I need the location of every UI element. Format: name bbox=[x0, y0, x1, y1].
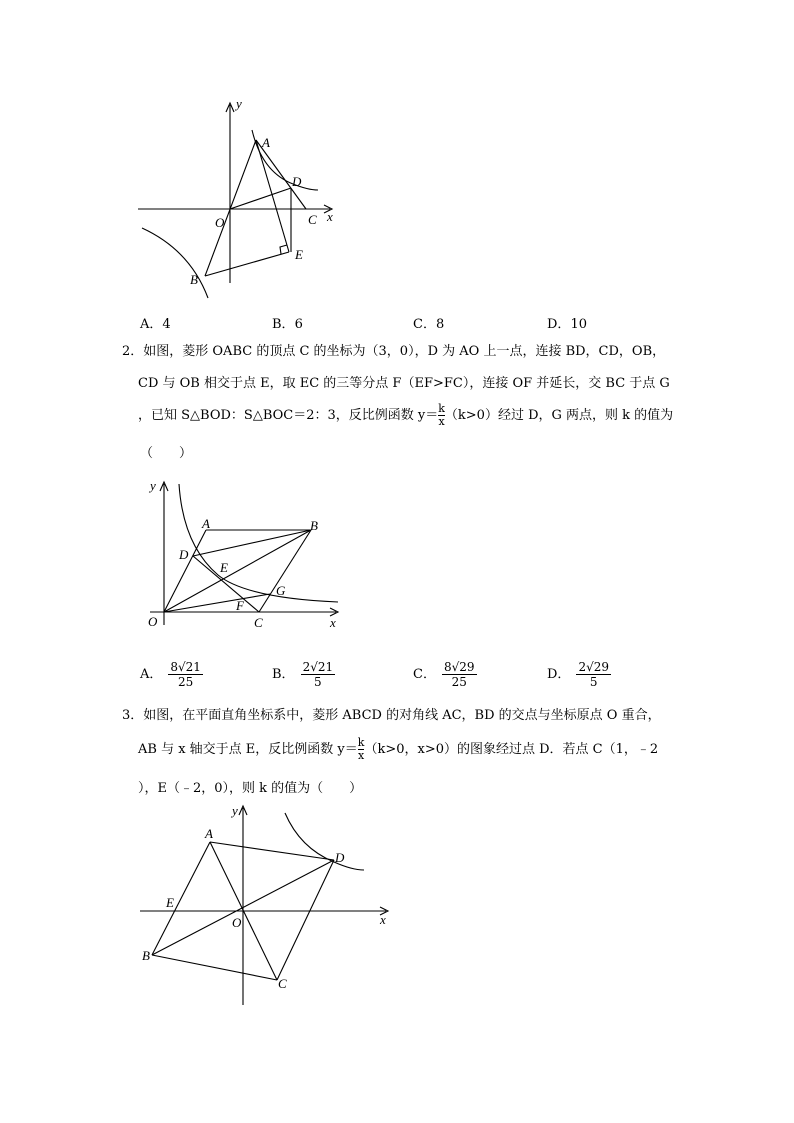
label-y: y bbox=[236, 96, 242, 111]
label-a: A bbox=[262, 135, 270, 150]
q3-line-1: 3．如图，在平面直角坐标系中，菱形 ABCD 的对角线 AC，BD 的交点与坐标原点 O 重合， bbox=[122, 708, 661, 723]
q2-line-2: CD 与 OB 相交于点 E，取 EC 的三等分点 F（EF>FC），连接 OF 并延长，交 BC 于点 G bbox=[138, 376, 670, 391]
label-a: A bbox=[202, 516, 210, 531]
label-x: x bbox=[327, 209, 333, 224]
label-d: D bbox=[179, 547, 189, 562]
label-b: B bbox=[190, 272, 198, 287]
label-g: G bbox=[276, 583, 286, 598]
label-d: D bbox=[292, 174, 302, 189]
q2-line-3: ，已知 S△BOD：S△BOC＝2：3，反比例函数 y＝ $\frac{k}{x}$ （k>0）经过 D，G 两点，则 k 的值为 bbox=[138, 402, 674, 428]
label-e: E bbox=[295, 247, 303, 262]
label-c: C bbox=[254, 615, 263, 630]
q3-line-3: ），E（﹣2，0），则 k 的值为（ ） bbox=[138, 781, 363, 796]
label-x: x bbox=[330, 615, 336, 630]
q2-option-c[interactable]: C． $\frac{8√29}{25}$ bbox=[413, 660, 475, 689]
label-e: E bbox=[166, 895, 174, 910]
label-a: A bbox=[205, 826, 213, 841]
label-x: x bbox=[380, 912, 386, 927]
hyperbola bbox=[285, 813, 364, 870]
label-c: C bbox=[278, 976, 287, 991]
q3-line-2: AB 与 x 轴交于点 E，反比例函数 y＝ $\frac{k}{x}$ （k>0，x>0）的图象经过点 D．若点 C（1，﹣2 bbox=[138, 736, 659, 762]
label-b: B bbox=[142, 948, 150, 963]
label-o: O bbox=[148, 614, 158, 629]
label-f: F bbox=[236, 598, 244, 613]
q2-fraction: $\frac{k}{x}$ bbox=[438, 402, 445, 428]
q2-option-b[interactable]: B． $\frac{2√21}{5}$ bbox=[272, 660, 334, 689]
label-o: O bbox=[215, 215, 225, 230]
q1-option-c[interactable]: C．8 bbox=[413, 317, 445, 332]
label-y: y bbox=[232, 803, 238, 818]
label-c: C bbox=[308, 212, 317, 227]
q2-option-a[interactable]: A． $\frac{8√21}{25}$ bbox=[140, 660, 201, 689]
q2-line-4: （ ） bbox=[140, 446, 193, 461]
label-e: E bbox=[220, 560, 228, 575]
q2-line-1: 2．如图，菱形 OABC 的顶点 C 的坐标为（3，0），D 为 AO 上一点，连接 BD，CD，OB， bbox=[122, 344, 666, 359]
label-y: y bbox=[150, 478, 156, 493]
label-b: B bbox=[310, 518, 318, 533]
q2-option-d[interactable]: D． $\frac{2√29}{5}$ bbox=[547, 660, 609, 689]
label-o: O bbox=[232, 915, 242, 930]
q1-option-a[interactable]: A．4 bbox=[140, 317, 171, 332]
label-d: D bbox=[335, 850, 345, 865]
q3-fraction: $\frac{k}{x}$ bbox=[357, 736, 365, 762]
q1-option-b[interactable]: B．6 bbox=[272, 317, 303, 332]
q1-option-d[interactable]: D．10 bbox=[547, 317, 587, 332]
